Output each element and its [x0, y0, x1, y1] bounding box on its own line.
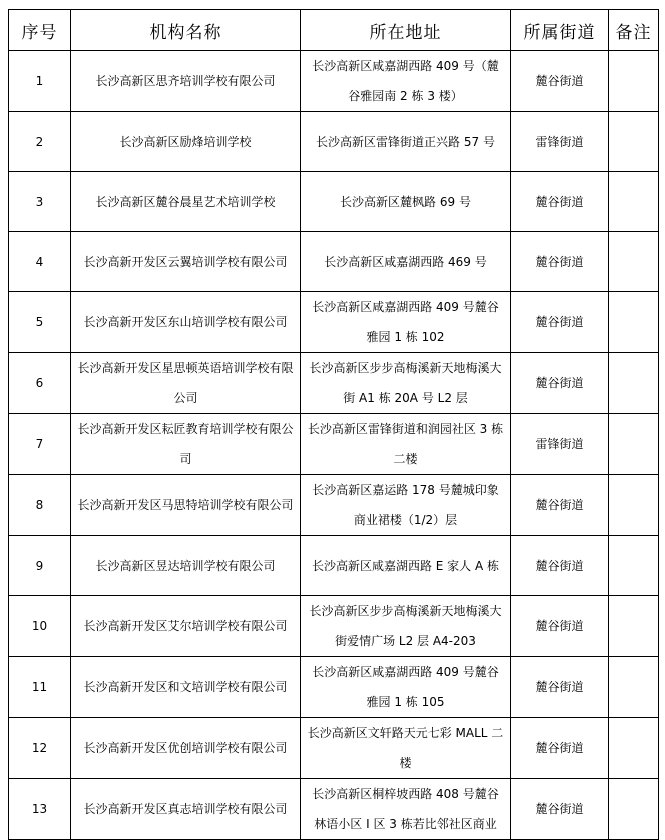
- cell-note: [609, 112, 659, 172]
- cell-street: 麓谷街道: [511, 353, 609, 414]
- cell-address: 长沙高新区步步高梅溪新天地梅溪大街 A1 栋 20A 号 L2 层: [301, 353, 511, 414]
- table-row: [9, 779, 659, 840]
- cell-name: 长沙高新开发区马思特培训学校有限公司: [71, 475, 301, 536]
- cell-name: 长沙高新区思齐培训学校有限公司: [71, 51, 301, 112]
- cell-name: 长沙高新区励烽培训学校: [71, 112, 301, 172]
- cell-seq: 2: [9, 112, 71, 172]
- cell-note: [609, 51, 659, 112]
- cell-address: 长沙高新区咸嘉湖西路 469 号: [301, 232, 511, 292]
- header-street: 所属街道: [511, 10, 609, 51]
- header-name: 机构名称: [71, 10, 301, 51]
- cell-address: 长沙高新区桐梓坡西路 408 号麓谷林语小区 I 区 3 栋若比邻社区商业: [301, 779, 511, 840]
- cell-seq: 3: [9, 172, 71, 232]
- table-row: [9, 172, 659, 232]
- table-row: [9, 232, 659, 292]
- cell-seq: 13: [9, 779, 71, 840]
- cell-name: 长沙高新开发区优创培训学校有限公司: [71, 718, 301, 779]
- cell-street: 麓谷街道: [511, 779, 609, 840]
- cell-note: [609, 475, 659, 536]
- cell-address: 长沙高新区咸嘉湖西路 409 号麓谷雅园 1 栋 105: [301, 657, 511, 718]
- table-row: [9, 536, 659, 596]
- cell-name: 长沙高新开发区星思顿英语培训学校有限公司: [71, 353, 301, 414]
- table-row: [9, 414, 659, 475]
- cell-name: 长沙高新区麓谷晨星艺术培训学校: [71, 172, 301, 232]
- cell-name: 长沙高新开发区耘匠教育培训学校有限公司: [71, 414, 301, 475]
- table-body: [9, 51, 659, 840]
- cell-address: 长沙高新区咸嘉湖西路 409 号麓谷雅园 1 栋 102: [301, 292, 511, 353]
- table-row: [9, 657, 659, 718]
- cell-street: 麓谷街道: [511, 536, 609, 596]
- cell-note: [609, 596, 659, 657]
- cell-address: 长沙高新区咸嘉湖西路 409 号（麓谷雅园南 2 栋 3 楼）: [301, 51, 511, 112]
- cell-street: 雷锋街道: [511, 112, 609, 172]
- cell-address: 长沙高新区雷锋街道和润园社区 3 栋二楼: [301, 414, 511, 475]
- cell-seq: 1: [9, 51, 71, 112]
- cell-note: [609, 414, 659, 475]
- cell-seq: 12: [9, 718, 71, 779]
- cell-address: 长沙高新区雷锋街道正兴路 57 号: [301, 112, 511, 172]
- cell-street: 麓谷街道: [511, 232, 609, 292]
- cell-note: [609, 172, 659, 232]
- table-row: [9, 596, 659, 657]
- cell-name: 长沙高新开发区东山培训学校有限公司: [71, 292, 301, 353]
- cell-seq: 11: [9, 657, 71, 718]
- cell-note: [609, 292, 659, 353]
- cell-seq: 7: [9, 414, 71, 475]
- cell-street: 麓谷街道: [511, 172, 609, 232]
- table-header: [9, 10, 659, 51]
- cell-name: 长沙高新开发区艾尔培训学校有限公司: [71, 596, 301, 657]
- cell-note: [609, 779, 659, 840]
- header-seq: 序号: [9, 10, 71, 51]
- table-row: [9, 353, 659, 414]
- cell-street: 麓谷街道: [511, 718, 609, 779]
- cell-seq: 4: [9, 232, 71, 292]
- institution-table: [8, 9, 659, 840]
- cell-street: 麓谷街道: [511, 596, 609, 657]
- cell-seq: 5: [9, 292, 71, 353]
- cell-seq: 8: [9, 475, 71, 536]
- header-row: [9, 10, 659, 51]
- cell-street: 麓谷街道: [511, 292, 609, 353]
- header-address: 所在地址: [301, 10, 511, 51]
- cell-name: 长沙高新区昱达培训学校有限公司: [71, 536, 301, 596]
- header-note: 备注: [609, 10, 659, 51]
- cell-note: [609, 232, 659, 292]
- cell-note: [609, 536, 659, 596]
- cell-address: 长沙高新区文轩路天元七彩 MALL 二楼: [301, 718, 511, 779]
- cell-seq: 6: [9, 353, 71, 414]
- table-row: [9, 475, 659, 536]
- cell-address: 长沙高新区步步高梅溪新天地梅溪大街爱情广场 L2 层 A4-203: [301, 596, 511, 657]
- table-row: [9, 51, 659, 112]
- cell-note: [609, 353, 659, 414]
- cell-street: 麓谷街道: [511, 475, 609, 536]
- cell-name: 长沙高新开发区云翼培训学校有限公司: [71, 232, 301, 292]
- cell-street: 麓谷街道: [511, 51, 609, 112]
- cell-address: 长沙高新区嘉运路 178 号麓城印象商业裙楼（1/2）层: [301, 475, 511, 536]
- table-row: [9, 292, 659, 353]
- cell-street: 麓谷街道: [511, 657, 609, 718]
- cell-name: 长沙高新开发区真志培训学校有限公司: [71, 779, 301, 840]
- table-row: [9, 718, 659, 779]
- cell-seq: 10: [9, 596, 71, 657]
- cell-street: 雷锋街道: [511, 414, 609, 475]
- table-row: [9, 112, 659, 172]
- cell-name: 长沙高新开发区和文培训学校有限公司: [71, 657, 301, 718]
- cell-address: 长沙高新区咸嘉湖西路 E 家人 A 栋: [301, 536, 511, 596]
- cell-address: 长沙高新区麓枫路 69 号: [301, 172, 511, 232]
- cell-seq: 9: [9, 536, 71, 596]
- cell-note: [609, 657, 659, 718]
- cell-note: [609, 718, 659, 779]
